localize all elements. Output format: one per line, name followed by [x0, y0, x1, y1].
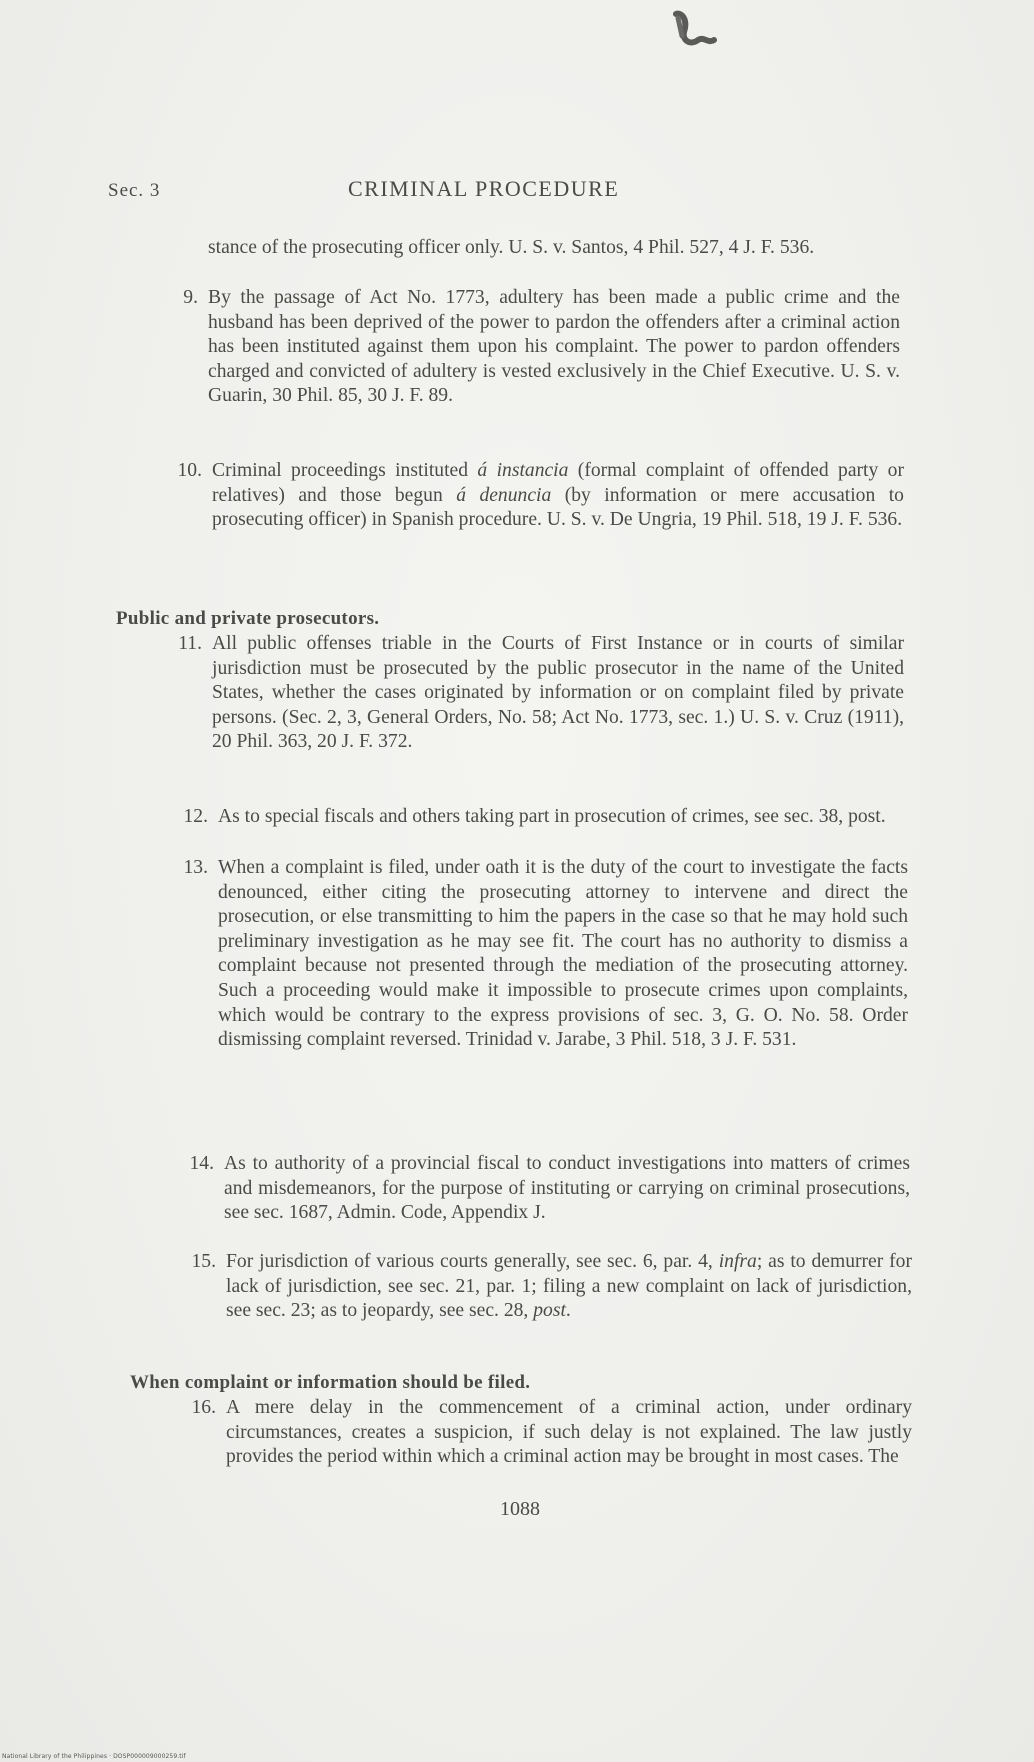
note-number: 12.: [183, 806, 208, 827]
page-title: CRIMINAL PROCEDURE: [348, 176, 620, 201]
note-text: A mere delay in the commencement of a criminal action, under ordinary circumstances, creates a suspicion, if such delay is not explained. The law justly provides the period within which a criminal action may be brought in most cases. The: [226, 1397, 912, 1468]
note-text: As to authority of a provincial fiscal to conduct investigations into matters of crimes and misdemeanors, for the purpose of instituting or carrying on criminal prosecutions, see sec. 1687, Admin. Code, Appendix J.: [224, 1153, 910, 1224]
note-text: Criminal proceedings instituted á instancia (formal complaint of offended party or relatives) and those begun á denuncia (by information or mere accusation to prosecuting officer) in Spanish procedure. U. S. v. De Ungria, 19 Phil. 518, 19 J. F. 536.: [212, 460, 904, 531]
note-number: 14.: [189, 1153, 214, 1174]
note-text: When a complaint is filed, under oath it is the duty of the court to investigate the facts denounced, either citing the prosecuting attorney to intervene and direct the prosecution, or else transmitting to him the papers in the case so that he may hold such preliminary investigation as he may see fit. The court has no authority to dismiss a complaint because not presented through the mediation of the prosecuting attorney. Such a proceeding would make it impossible to prosecute crimes upon complaints, which would be contrary to the express provisions of sec. 3, G. O. No. 58. Order dismissing complaint reversed. Trinidad v. Jarabe, 3 Phil. 518, 3 J. F. 531.: [218, 857, 908, 1051]
section-label: Sec. 3: [108, 180, 161, 201]
note-10: [177, 459, 904, 533]
note-12: [183, 805, 904, 830]
page-number: 1088: [500, 1498, 540, 1520]
note-9: [183, 286, 900, 409]
section-heading-prosecutors: Public and private prosecutors.: [116, 608, 380, 629]
note-text: For jurisdiction of various courts generally, see sec. 6, par. 4, infra; as to demurrer for lack of jurisdiction, see sec. 21, par. 1; filing a new complaint on lack of jurisdiction, see sec. 23; as to jeopardy, see sec. 28, post.: [226, 1251, 913, 1322]
running-header: [108, 176, 928, 206]
note-text: As to special fiscals and others taking part in prosecution of crimes, see sec. 38, post.: [218, 806, 886, 827]
note-number: 13.: [183, 857, 208, 878]
note-number: 11.: [178, 633, 202, 654]
note-number: 9.: [183, 287, 198, 308]
note-number: 16.: [191, 1397, 216, 1418]
note-14: [189, 1152, 910, 1226]
note-8-continuation: stance of the prosecuting officer only. U. S. v. Santos, 4 Phil. 527, 4 J. F. 536.: [208, 237, 815, 258]
note-text: By the passage of Act No. 1773, adultery has been made a public crime and the husband has been deprived of the power to pardon the offenders after a criminal action has been instituted against them upon his complaint. The power to pardon offenders charged and convicted of adultery is vested exclusively in the Chief Executive. U. S. v. Guarin, 30 Phil. 85, 30 J. F. 89.: [208, 287, 900, 407]
note-number: 15.: [191, 1251, 216, 1272]
note-15: [191, 1250, 913, 1324]
note-11: [178, 632, 904, 755]
note-text: All public offenses triable in the Courts of First Instance or in courts of similar jurisdiction must be prosecuted by the public prosecutor in the name of the United States, whether the cases originated by information or on complaint filed by private persons. (Sec. 2, 3, General Orders, No. 58; Act No. 1773, sec. 1.) U. S. v. Cruz (1911), 20 Phil. 363, 20 J. F. 372.: [212, 633, 904, 753]
section-heading-filing: When complaint or information should be filed.: [130, 1372, 531, 1393]
note-13: [183, 856, 908, 1053]
note-number: 10.: [177, 460, 202, 481]
archive-footer: National Library of the Philippines · DOSP000009000259.tif: [2, 1753, 186, 1760]
note-16: [191, 1396, 912, 1470]
ink-mark: [668, 10, 718, 56]
